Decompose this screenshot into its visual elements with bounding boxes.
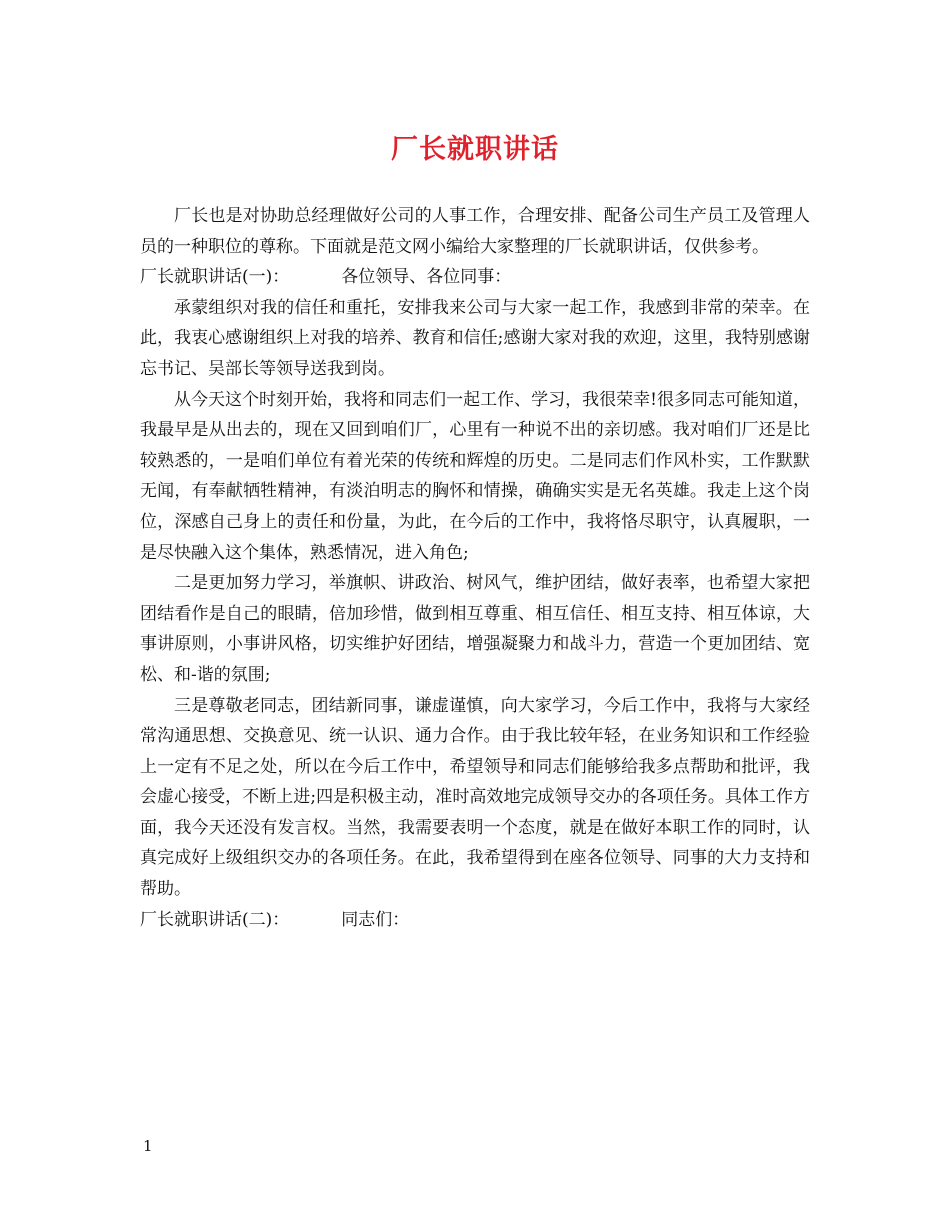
document-title: 厂长就职讲话: [391, 134, 559, 165]
speech-1-paragraph-4: 三是尊敬老同志，团结新同事，谦虚谨慎，向大家学习，今后工作中，我将与大家经常沟通思想、交换意见、统一认识、通力合作。由于我比较年轻，在业务知识和工作经验上一定有不足之处，所以在今后工作中，希望领导和同志们能够给我多点帮助和批评，我会虚心接受，不断上进;四是积极主动，准时高效地完成领导交办的各项任务。具体工作方面，我今天还没有发言权。当然，我需要表明一个态度，就是在做好本职工作的同时，认真完成好上级组织交办的各项任务。在此，我希望得到在座各位领导、同事的大力支持和帮助。: [140, 695, 810, 900]
speech-2-salutation: 同志们：: [341, 909, 410, 930]
speech-1-heading: 厂长就职讲话(一)：: [140, 267, 290, 288]
speech-1-salutation: 各位领导、各位同事：: [341, 267, 512, 288]
speech-1-heading-line: [140, 262, 810, 293]
intro-paragraph: 厂长也是对协助总经理做好公司的人事工作，合理安排、配备公司生产员工及管理人员的一种职位的尊称。下面就是范文网小编给大家整理的厂长就职讲话，仅供参考。: [140, 206, 810, 257]
page-number: 1: [143, 1137, 153, 1155]
speech-1-paragraph-1: 承蒙组织对我的信任和重托，安排我来公司与大家一起工作，我感到非常的荣幸。在此，我衷心感谢组织上对我的培养、教育和信任;感谢大家对我的欢迎，这里，我特别感谢忘书记、吴部长等领导送我到岗。: [140, 297, 810, 379]
speech-1-paragraph-3: 二是更加努力学习，举旗帜、讲政治、树风气，维护团结，做好表率，也希望大家把团结看作是自己的眼睛，倍加珍惜，做到相互尊重、相互信任、相互支持、相互体谅，大事讲原则，小事讲风格，切实维护好团结，增强凝聚力和战斗力，营造一个更加团结、宽松、和-谐的氛围;: [140, 573, 810, 685]
speech-1-paragraph-2: 从今天这个时刻开始，我将和同志们一起工作、学习，我很荣幸!很多同志可能知道，我最早是从出去的，现在又回到咱们厂，心里有一种说不出的亲切感。我对咱们厂还是比较熟悉的，一是咱们单位有着光荣的传统和辉煌的历史。二是同志们作风朴实，工作默默无闻，有奉献牺牲精神，有淡泊明志的胸怀和情操，确确实实是无名英雄。我走上这个岗位，深感自己身上的责任和份量，为此，在今后的工作中，我将恪尽职守，认真履职，一是尽快融入这个集体，熟悉情况，进入角色;: [140, 389, 810, 563]
speech-2-heading-line: [140, 905, 810, 936]
speech-2-heading: 厂长就职讲话(二)：: [140, 909, 290, 930]
document-body: [140, 201, 810, 935]
